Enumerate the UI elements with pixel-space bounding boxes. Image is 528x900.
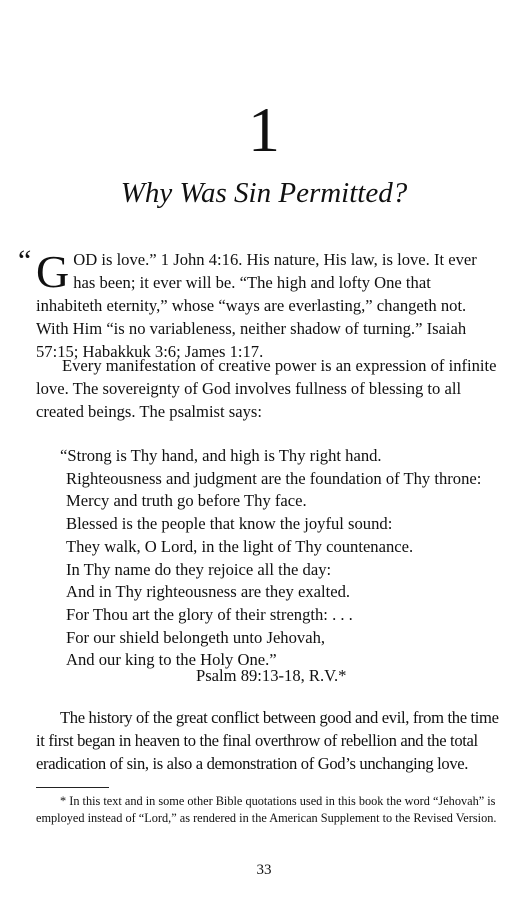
paragraph-3: The history of the great conflict between good and evil, from the time it first began in heaven to the final overthrow of rebellion and the total eradication of sin, is also a demonstration of God’s unchanging love.	[36, 708, 499, 773]
verse-line: “Strong is Thy hand, and high is Thy right hand.	[60, 446, 382, 465]
verse-line: Mercy and truth go before Thy face.	[66, 491, 307, 511]
verse-citation: Psalm 89:13-18, R.V.*	[196, 666, 347, 685]
verse-line: And in Thy righteousness are they exalted.	[66, 582, 351, 602]
verse-line: In Thy name do they rejoice all the day:	[66, 559, 332, 579]
verse-line: And our king to the Holy One.”	[66, 650, 277, 670]
paragraph-2: Every manifestation of creative power is an expression of infinite love. The sovereignty of God involves fullness of blessing to all created beings. The psalmist says:	[36, 356, 497, 421]
verse-line: For Thou art the glory of their strength: . . .	[66, 604, 353, 624]
footnote-divider	[36, 787, 109, 788]
verse-line: They walk, O Lord, in the light of Thy countenance.	[66, 536, 414, 556]
opening-paragraph	[18, 244, 501, 363]
chapter-title: Why Was Sin Permitted?	[120, 177, 408, 209]
footnote: * In this text and in some other Bible quotations used in this book the word “Jehovah” is employed instead of “Lord,” as rendered in the American Supplement to the Revised Version.	[36, 794, 497, 825]
verse-line: For our shield belongeth unto Jehovah,	[66, 627, 326, 647]
drop-cap: G	[36, 246, 70, 297]
opening-quote-mark: “	[18, 244, 32, 277]
psalm-verse-block	[60, 445, 510, 672]
chapter-number: 1	[248, 94, 280, 165]
verse-line: Blessed is the people that know the joyful sound:	[66, 514, 393, 534]
verse-line: Righteousness and judgment are the foundation of Thy throne:	[66, 468, 482, 488]
opening-text: OD is love.” 1 John 4:16. His nature, His law, is love. It ever has been; it ever will be. “The high and lofty One that inhabiteth eternity,” whose “ways are everlasting,” changeth not. With Him “is no variableness, neither shadow of turning.” Isaiah 57:15; Habakkuk 3:6; James 1:17.	[36, 250, 477, 361]
page-number: 33	[256, 862, 272, 878]
